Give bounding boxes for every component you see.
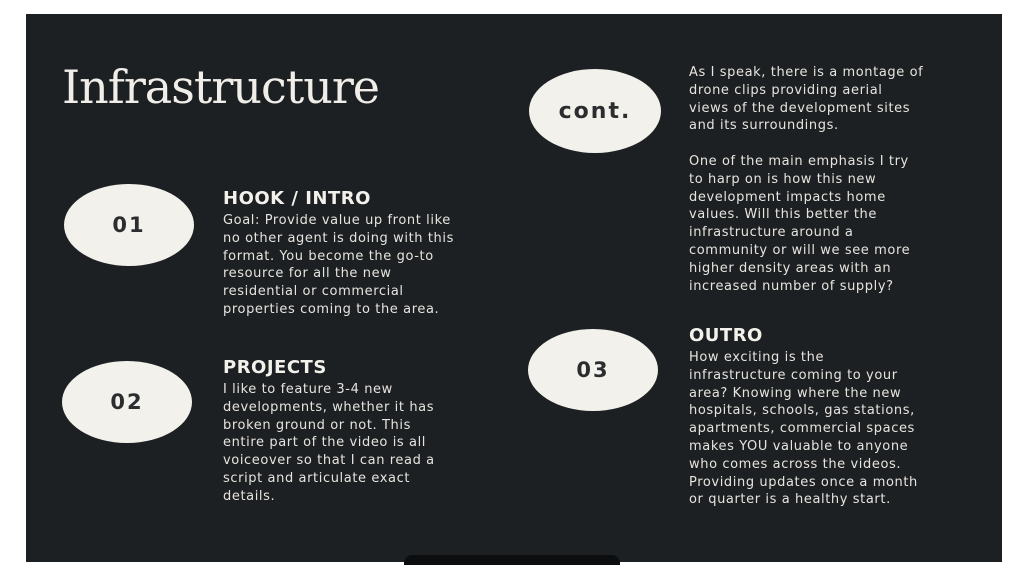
section-body-outro: How exciting is the infrastructure coming to your area? Knowing where the new hospitals, schools, gas stations, apartments, commercial spaces makes YOU valuable to anyone who comes across the videos. Providing updates once a month or quarter is a healthy start. [689,350,918,508]
section-body-projects: I like to feature 3-4 new developments, whether it has broken ground or not. This entire part of the video is all voiceover so that I can read a script and articulate exact details. [223,382,435,504]
section-heading-outro: OUTRO [689,325,763,346]
section-heading-hook-intro: HOOK / INTRO [223,188,371,209]
section-body-cont: As I speak, there is a montage of drone clips providing aerial views of the development sites and its surroundings. One of the main emphasis I try to harp on is how this new development impacts home values. Will this better the infrastructure around a community or will we see more higher density areas with an increased number of supply? [689,65,924,294]
bottom-overlay-bar [404,555,620,565]
badge-01: 01 [64,184,194,266]
section-heading-projects: PROJECTS [223,357,327,378]
badge-02: 02 [62,361,192,443]
slide [26,14,1002,562]
badge-cont: cont. [529,69,661,153]
section-body-hook-intro: Goal: Provide value up front like no other agent is doing with this format. You become the go-to resource for all the new residential or commercial properties coming to the area. [223,213,454,317]
badge-03: 03 [528,329,658,411]
slide-title: Infrastructure [62,60,380,114]
